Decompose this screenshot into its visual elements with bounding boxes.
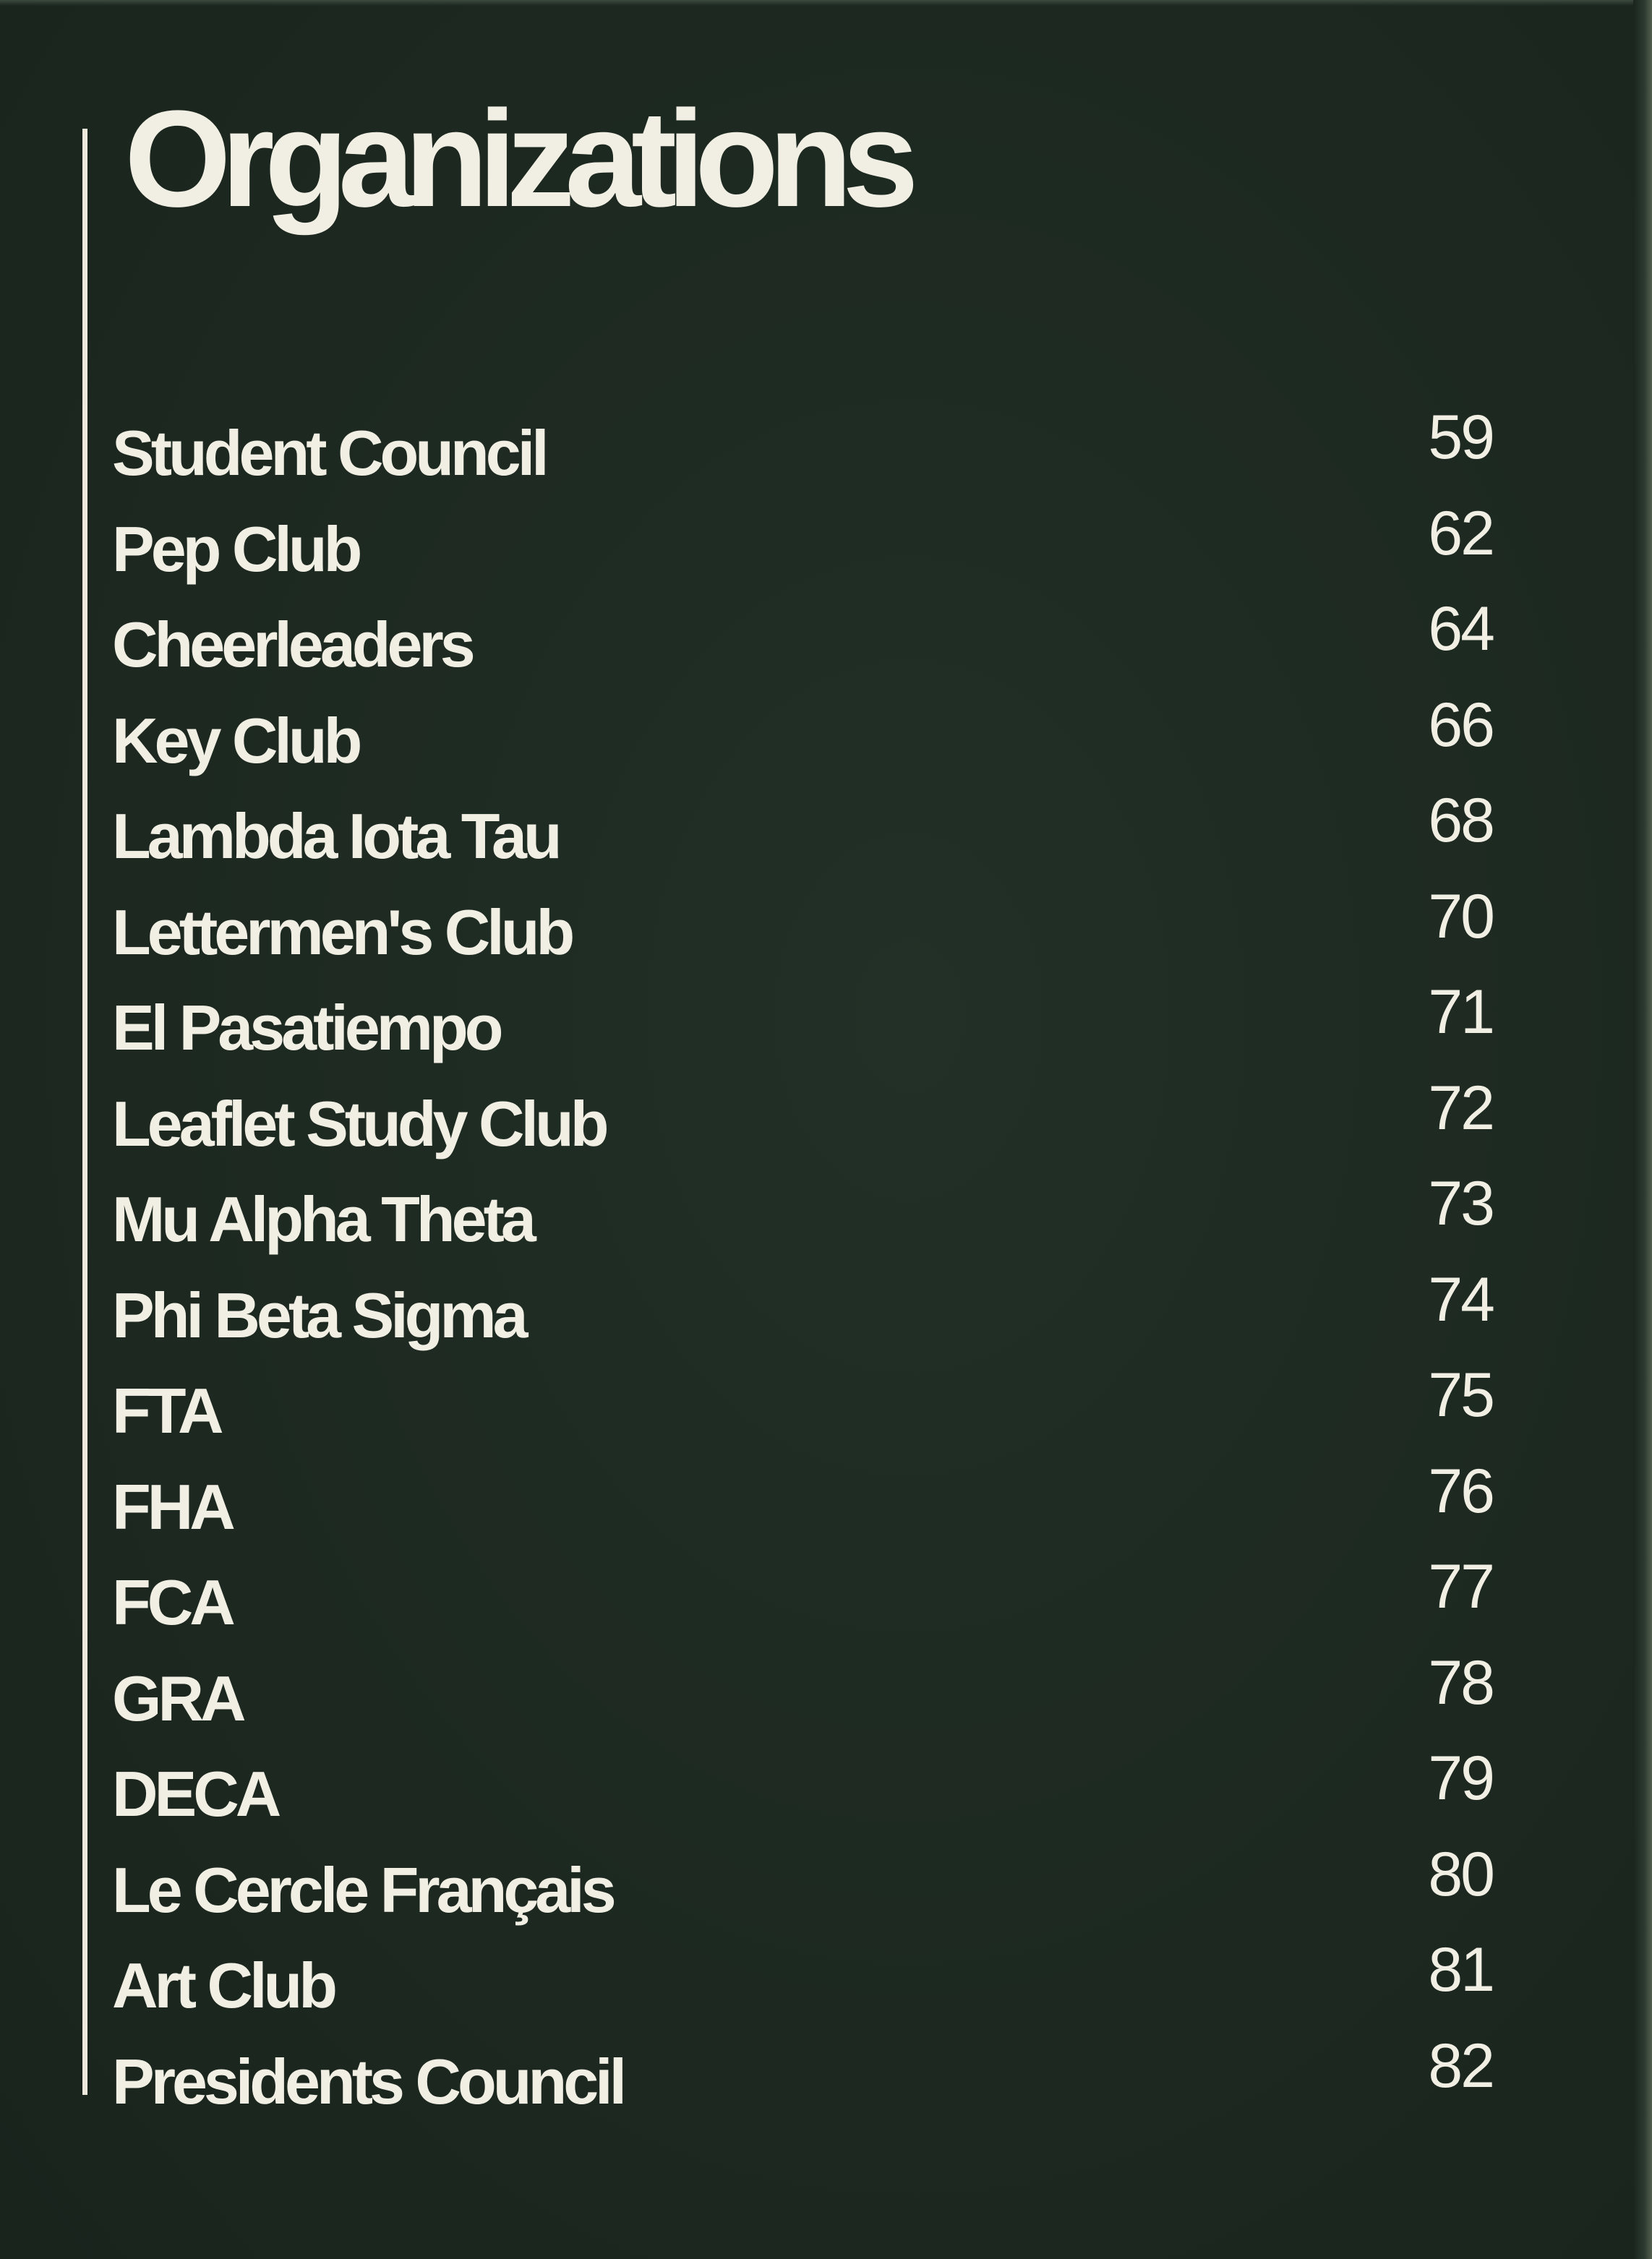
- toc-entry-page: 70: [1428, 881, 1493, 951]
- toc-entry: [112, 689, 1493, 785]
- page-right-edge: [1633, 0, 1652, 2259]
- toc-entry-name: FTA: [112, 1375, 221, 1446]
- toc-entry: [112, 1838, 1493, 1934]
- toc-entry-name: El Pasatiempo: [112, 992, 500, 1063]
- toc-entry-name: Student Council: [112, 417, 546, 489]
- toc-entry-page: 77: [1428, 1552, 1493, 1621]
- toc-entry-page: 81: [1428, 1935, 1493, 2005]
- toc-entry-page: 75: [1428, 1360, 1493, 1430]
- toc-entry-name: Cheerleaders: [112, 609, 472, 680]
- toc-entry-page: 68: [1428, 786, 1493, 855]
- toc-entry-page: 82: [1428, 2031, 1493, 2101]
- toc-entry: [112, 2030, 1493, 2126]
- toc-entry-page: 66: [1428, 690, 1493, 760]
- toc-entry-name: Lettermen's Club: [112, 896, 572, 968]
- toc-entry: [112, 1742, 1493, 1838]
- toc-entry-name: Lambda Iota Tau: [112, 800, 559, 872]
- toc-entry-page: 71: [1428, 977, 1493, 1047]
- toc-entry-name: Art Club: [112, 1950, 335, 2021]
- toc-entry: [112, 1359, 1493, 1455]
- toc-entry-page: 64: [1428, 594, 1493, 664]
- table-of-contents: [112, 401, 1493, 2125]
- toc-entry-page: 72: [1428, 1073, 1493, 1143]
- toc-entry: [112, 1072, 1493, 1168]
- toc-entry: [112, 880, 1493, 977]
- page-top-edge: [0, 0, 1652, 6]
- toc-entry: [112, 1934, 1493, 2030]
- toc-entry-name: Presidents Council: [112, 2045, 624, 2117]
- toc-entry-name: GRA: [112, 1662, 243, 1734]
- vertical-rule: [82, 129, 87, 2095]
- page-title: Organizations: [124, 82, 909, 236]
- toc-entry-page: 76: [1428, 1456, 1493, 1526]
- toc-entry-page: 59: [1428, 403, 1493, 472]
- toc-entry-name: Le Cercle Français: [112, 1853, 613, 1926]
- toc-entry: [112, 784, 1493, 880]
- toc-entry-name: Leaflet Study Club: [112, 1087, 606, 1159]
- toc-entry: [112, 401, 1493, 497]
- toc-entry: [112, 1647, 1493, 1743]
- toc-entry-page: 80: [1428, 1839, 1493, 1909]
- toc-entry: [112, 1167, 1493, 1264]
- toc-entry-name: Mu Alpha Theta: [112, 1183, 533, 1255]
- toc-entry-page: 73: [1428, 1169, 1493, 1238]
- toc-entry: [112, 593, 1493, 689]
- toc-entry: [112, 976, 1493, 1072]
- toc-entry: [112, 1264, 1493, 1360]
- toc-entry-page: 62: [1428, 498, 1493, 568]
- toc-entry-name: Pep Club: [112, 513, 359, 585]
- toc-entry-name: DECA: [112, 1758, 278, 1830]
- toc-entry-page: 79: [1428, 1744, 1493, 1813]
- toc-entry: [112, 1455, 1493, 1551]
- toc-entry: [112, 1551, 1493, 1647]
- toc-entry-name: Key Club: [112, 704, 359, 776]
- toc-entry-page: 78: [1428, 1647, 1493, 1718]
- toc-entry-name: FHA: [112, 1470, 232, 1543]
- toc-entry-name: FCA: [112, 1566, 232, 1638]
- toc-entry-name: Phi Beta Sigma: [112, 1279, 525, 1351]
- toc-entry: [112, 497, 1493, 593]
- toc-entry-page: 74: [1428, 1264, 1493, 1334]
